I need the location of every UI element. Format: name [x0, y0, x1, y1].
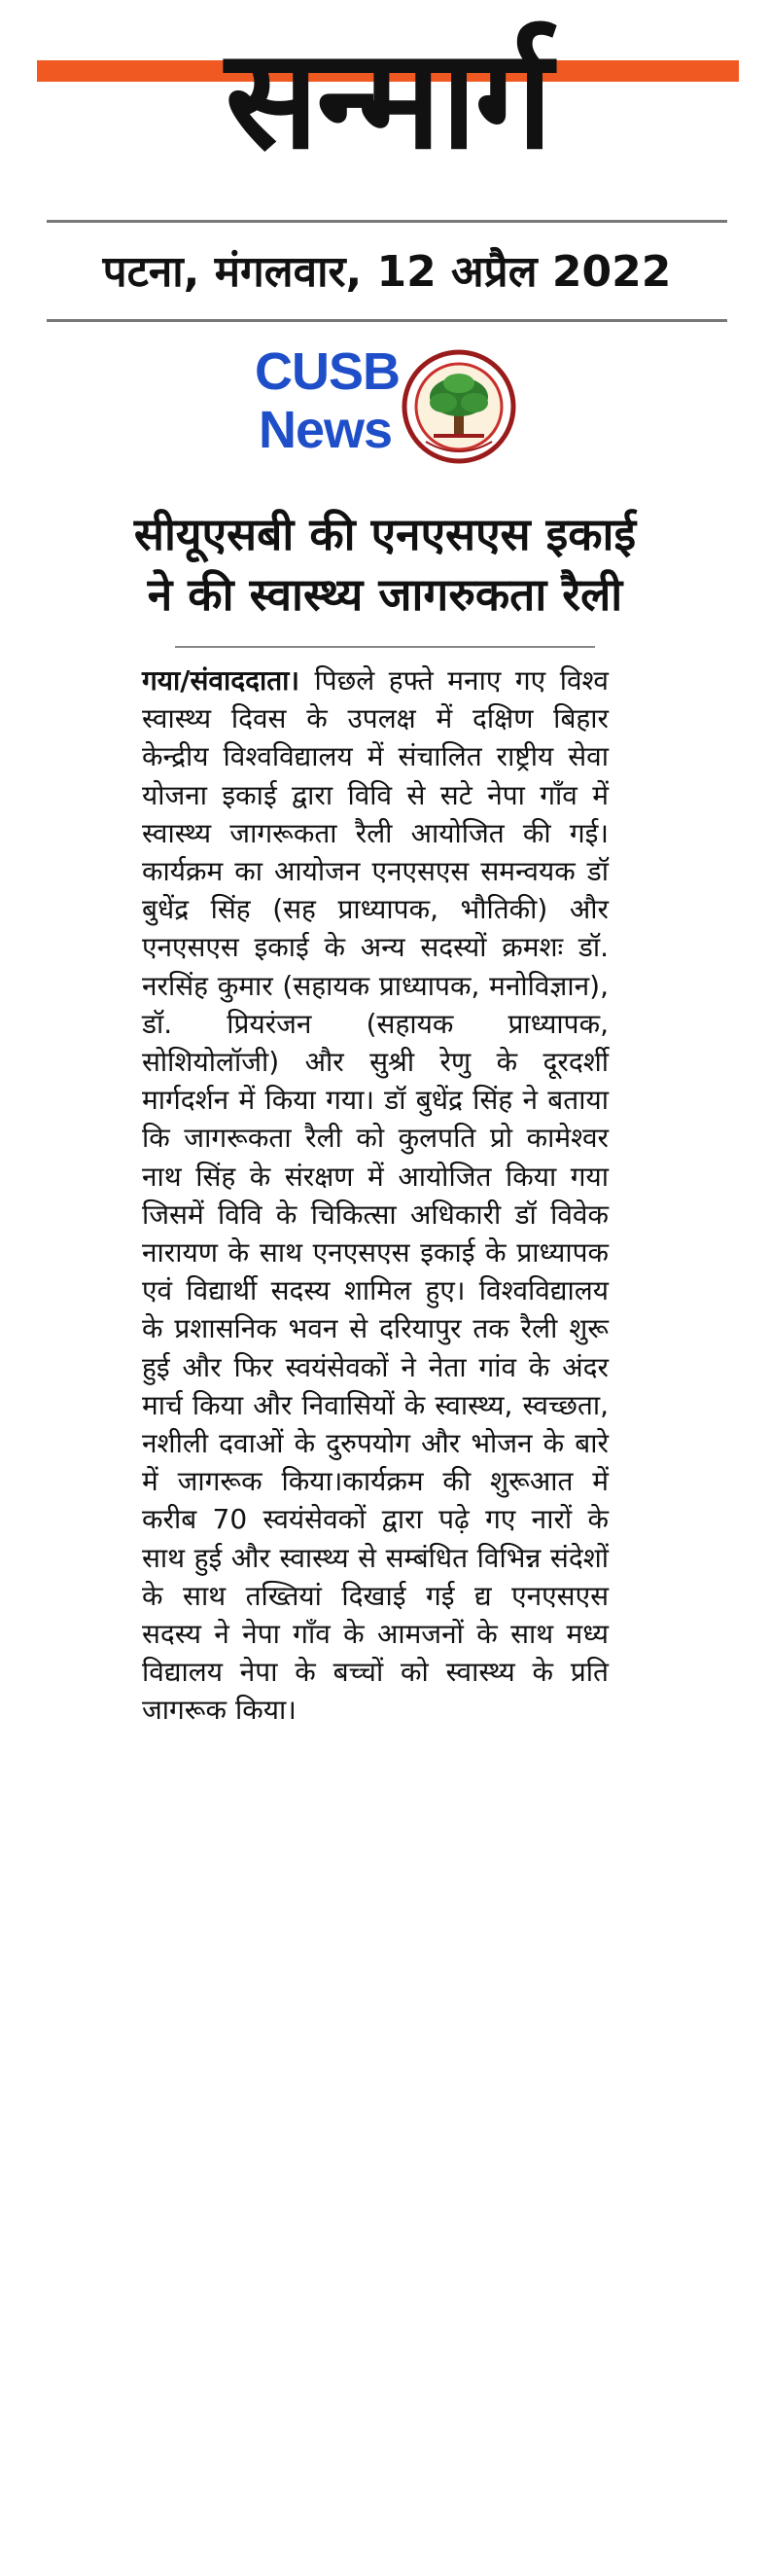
masthead-divider-top [47, 220, 727, 223]
headline-divider [175, 646, 595, 648]
cusb-news-wordmark [255, 342, 401, 459]
university-emblem-icon [401, 348, 517, 465]
cusb-news-logo [255, 342, 527, 479]
article-text: पिछले हफ्ते मनाए गए विश्व स्वास्थ्य दिवस के उपलक्ष में दक्षिण बिहार केन्द्रीय विश्वविद्यालय में संचालित राष्ट्रीय सेवा योजना इकाई द्वारा विवि से सटे नेपा गाँव में स्वास्थ्य जागरूकता रैली आयोजित की गई।कार्यक्रम का आयोजन एनएसएस समन्वयक डॉ बुधेंद्र सिंह (सह प्राध्यापक, भौतिकी) और एनएसएस इकाई के अन्य सदस्यों क्रमशः डॉ. नरसिंह कुमार (सहायक प्राध्यापक, मनोविज्ञान), डॉ. प्रियरंजन (सहायक प्राध्यापक, सोशियोलॉजी) और सुश्री रेणु के दूरदर्शी मार्गदर्शन में किया गया। डॉ बुधेंद्र सिंह ने बताया कि जागरूकता रैली को कुलपति प्रो कामेश्वर नाथ सिंह के संरक्षण में आयोजित किया गया जिसमें विवि के चिकित्सा अधिकारी डॉ विवेक नारायण के साथ एनएसएस इकाई के प्राध्यापक एवं विद्यार्थी सदस्य शामिल हुए। विश्वविद्यालय के प्रशासनिक भवन से दरियापुर तक रैली शुरू हुई और फिर स्वयंसेवकों ने नेता गांव के अंदर मार्च किया और निवासियों के स्वास्थ्य, स्वच्छता, नशीली दवाओं के दुरुपयोग और भोजन के बारे में जागरूक किया।कार्यक्रम की शुरूआत में करीब 70 स्वयंसेवकों द्वारा पढ़े गए नारों के साथ हुई और स्वास्थ्य से सम्बंधित विभिन्न संदेशों के साथ तख्तियां दिखाई गई द्य एनएसएस सदस्य ने नेपा गाँव के आमजनों के साथ मध्य विद्यालय नेपा के बच्चों को स्वास्थ्य के प्रति जागरूक किया। [142, 664, 609, 1727]
byline: गया/संवाददाता। [142, 664, 315, 697]
headline-line-1: सीयूएसबी की एनएसएस इकाई [133, 508, 637, 560]
masthead [0, 0, 770, 224]
dateline: पटना, मंगलवार, 12 अप्रैल 2022 [102, 247, 672, 297]
masthead-divider-bottom [47, 319, 727, 322]
news-label: News [259, 401, 393, 459]
cusb-label: CUSB [255, 342, 401, 401]
article-headline [97, 504, 673, 625]
article-body [142, 662, 609, 1730]
headline-line-2: ने की स्वास्थ्य जागरुकता रैली [147, 568, 623, 621]
newspaper-title: सन्मार्ग [225, 19, 551, 180]
